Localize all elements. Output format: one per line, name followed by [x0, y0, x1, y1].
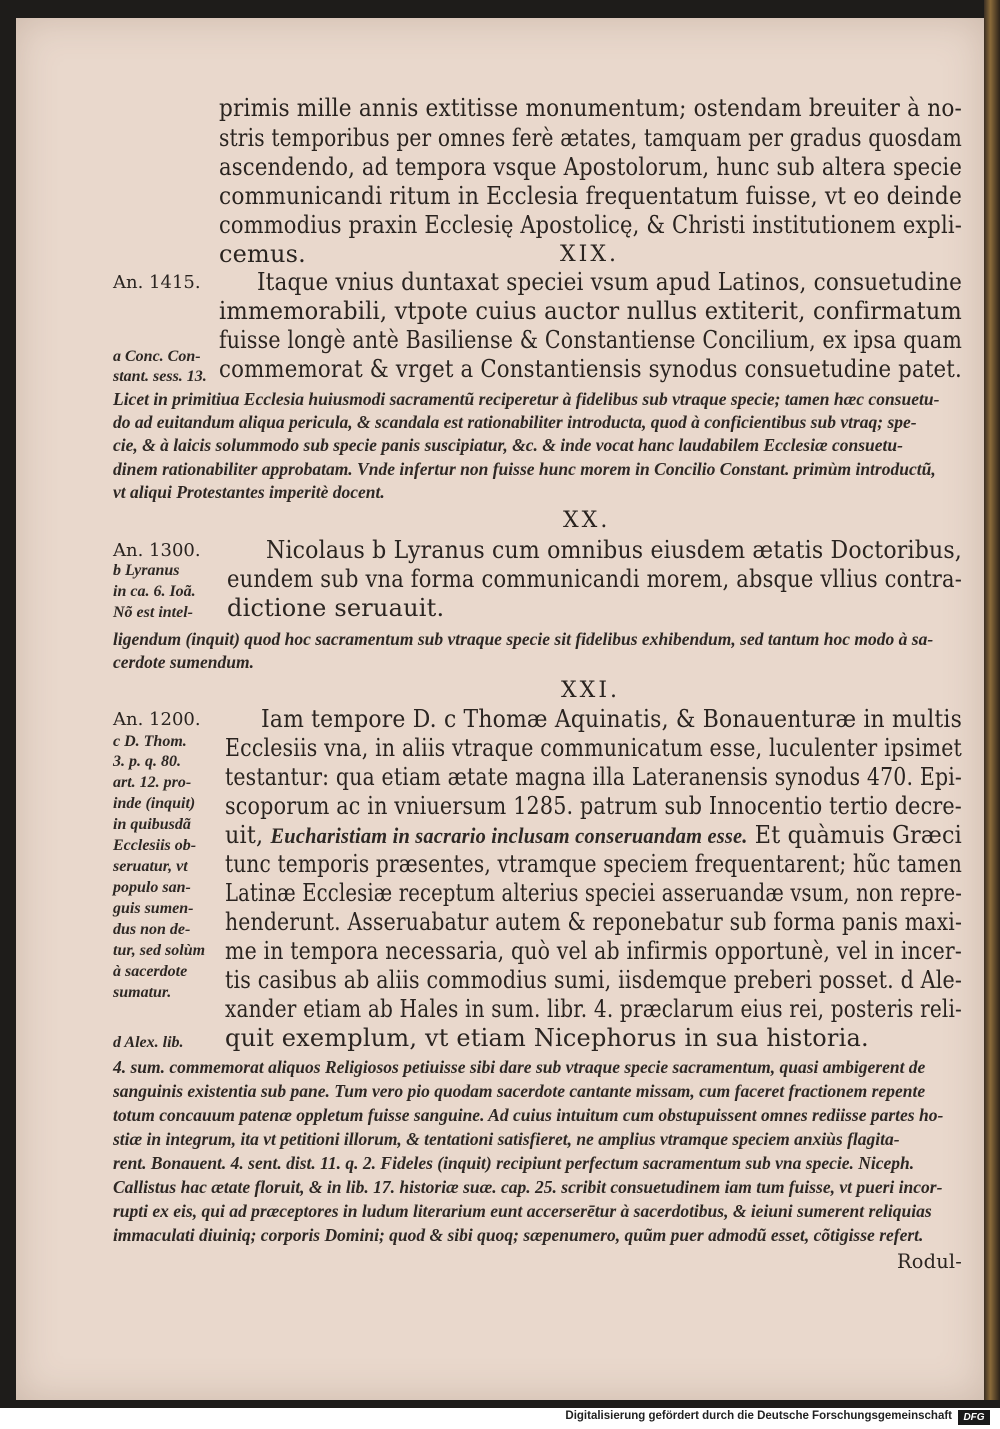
footnote-line: 4. sum. commemorat aliquos Religiosos petiuisse sibi dare sub vtraque specie sacramentum, quasi ambigerent de	[113, 1057, 926, 1077]
text-line: dictione seruauit.	[227, 594, 445, 622]
text-line	[225, 821, 962, 849]
catchword: Rodul-	[897, 1249, 962, 1273]
margin-note: Nõ est intel-	[113, 604, 193, 621]
margin-note: stant. sess. 13.	[113, 368, 207, 385]
quoted-decree: Eucharistiam in sacrario inclusam conseruandam esse.	[270, 823, 748, 848]
section-heading-19: XIX.	[560, 242, 620, 267]
margin-note: a Conc. Con-	[113, 348, 201, 365]
text-line: ascendendo, ad tempora vsque Apostolorum, hunc sub altera specie	[219, 153, 963, 181]
footnote-line: stiæ in integrum, ita vt petitioni illorum, & tentationi satisfieret, ne amplius vtramque speciem anxiùs flagita-	[113, 1129, 900, 1149]
text-line: tis casibus ab aliis commodius sumi, iisdemque preberi posset. d Ale-	[225, 966, 963, 994]
text-line: quit exemplum, vt etiam Nicephorus in sua historia.	[225, 1024, 869, 1052]
margin-note: Ecclesiis ob-	[113, 837, 197, 854]
margin-note: sumatur.	[113, 984, 172, 1001]
margin-year: An. 1300.	[113, 540, 201, 561]
footnote-line: immaculati diuiniq; corporis Domini; quod & sibi quoq; sæpenumero, quũm puer admodũ esset, cõtigisse refert.	[113, 1225, 924, 1245]
footnote-line: totum concauum patenæ oppletum fuisse sanguine. Ad cuius intuitum cum obstupuissent omnes rediisse partes ho-	[113, 1105, 944, 1125]
margin-note: populo san-	[113, 879, 191, 896]
text-line: Iam tempore D. c Thomæ Aquinatis, & Bonauenturæ in multis	[261, 705, 962, 733]
text-line: Nicolaus b Lyranus cum omnibus eiusdem ætatis Doctoribus,	[266, 536, 962, 564]
text-segment: Et quàmuis Græci	[754, 821, 962, 849]
text-line: primis mille annis extitisse monumentum; ostendam breuiter à no-	[219, 94, 963, 122]
section-heading-21: XXI.	[561, 678, 621, 703]
text-line: immemorabili, vtpote cuius auctor nullus extiterit, confirmatum	[219, 297, 963, 325]
footer-credit: Digitalisierung gefördert durch die Deutsche Forschungsgemeinschaft	[565, 1410, 952, 1422]
margin-year: An. 1415.	[113, 272, 201, 293]
footnote-line: vt aliqui Protestantes imperitè docent.	[113, 482, 385, 502]
text-line: tunc temporis præsentes, vtramque speciem frequentarent; hũc tamen	[225, 850, 963, 878]
book-edge	[984, 0, 1000, 1400]
footnote-line: dinem rationabiliter approbatam. Vnde infertur non fuisse hunc morem in Concilio Constant. primùm introductũ,	[113, 459, 936, 479]
margin-note: c D. Thom.	[113, 733, 187, 750]
margin-note: à sacerdote	[113, 963, 188, 980]
text-line: Latinæ Ecclesiæ receptum alterius speciei asseruandæ vsum, non repre-	[225, 879, 963, 907]
text-segment: uit,	[225, 821, 271, 849]
footnote-line: cie, & à laicis solummodo sub specie panis suscipiatur, &c. & inde vocat hanc laudabilem Ecclesiæ consuetu-	[113, 435, 903, 455]
text-line: commemorat & vrget a Constantiensis synodus consuetudine patet.	[219, 355, 962, 383]
margin-note: art. 12. pro-	[113, 774, 192, 791]
margin-note: b Lyranus	[113, 562, 180, 579]
section-heading-20: XX.	[563, 508, 611, 533]
footnote-line: sanguinis existentia sub pane. Tum vero pio quodam sacerdote cantante missam, cum faceret fractionem repente	[113, 1081, 926, 1101]
footnote-line: rent. Bonauent. 4. sent. dist. 11. q. 2. Fideles (inquit) recipiunt perfectum sacramentum sub vna specie. Niceph.	[113, 1153, 915, 1173]
text-line: communicandi ritum in Ecclesia frequentatum fuisse, vt eo deinde	[219, 182, 962, 210]
margin-note: in ca. 6. Ioã.	[113, 583, 196, 600]
margin-note: 3. p. q. 80.	[113, 753, 181, 770]
footnote-line: ligendum (inquit) quod hoc sacramentum sub vtraque specie sit fidelibus exhibendum, sed tantum hoc modo à sa-	[113, 629, 934, 649]
footnote-line: do ad euitandum aliqua pericula, & scandala est rationabiliter introducta, quod à conficientibus sub vtraq; spe-	[113, 412, 917, 432]
text-line: henderunt. Asseruabatur autem & reponebatur sub forma panis maxi-	[225, 908, 963, 936]
text-line: xander etiam ab Hales in sum. libr. 4. præclarum eius rei, posteris reli-	[225, 995, 963, 1023]
text-line: stris temporibus per omnes ferè ætates, tamquam per gradus quosdam	[219, 124, 962, 152]
text-line: fuisse longè antè Basiliense & Constantiense Concilium, ex ipsa quam	[219, 326, 962, 354]
text-line: eundem sub vna forma communicandi morem, absque vllius contra-	[227, 565, 963, 593]
margin-note: guis sumen-	[113, 900, 194, 917]
margin-note: tur, sed solùm	[113, 942, 206, 959]
footer-bar	[0, 1408, 1000, 1429]
text-line: cemus.	[219, 240, 307, 268]
footnote-line: rupti ex eis, qui ad præceptores in ludum literarium eunt accerserētur à sacerdotibus, & ieiuni sumerent reliquias	[113, 1201, 932, 1221]
margin-year: An. 1200.	[113, 709, 201, 730]
text-line: Ecclesiis vna, in aliis vtraque communicatum esse, luculenter ipsimet	[225, 734, 962, 762]
margin-note: dus non de-	[113, 921, 191, 938]
footnote-line: cerdote sumendum.	[113, 652, 254, 672]
footnote-line: Licet in primitiua Ecclesia huiusmodi sacramentũ reciperetur à fidelibus sub vtraque specie; tamen hæc consuetu-	[113, 389, 940, 409]
footnote-line: Callistus hac ætate floruit, & in lib. 17. historiæ suæ. cap. 25. scribit consuetudinem iam tum fuisse, vt pueri incor-	[113, 1177, 943, 1197]
text-line: me in tempora necessaria, quò vel ab infirmis opportunè, vel in incer-	[225, 937, 962, 965]
dfg-logo-icon: DFG	[958, 1410, 990, 1425]
text-line: commodius praxin Ecclesię Apostolicę, & Christi institutionem expli-	[219, 211, 963, 239]
text-line: Itaque vnius duntaxat speciei vsum apud Latinos, consuetudine	[257, 268, 963, 296]
margin-note: inde (inquit)	[113, 795, 196, 812]
text-line: scoporum ac in vniuersum 1285. patrum sub Innocentio tertio decre-	[225, 792, 962, 820]
margin-note: seruatur, vt	[113, 858, 188, 875]
margin-note: d Alex. lib.	[113, 1034, 184, 1051]
text-line: testantur: qua etiam ætate magna illa Lateranensis synodus 470. Epi-	[225, 763, 963, 791]
margin-note: in quibusdã	[113, 816, 191, 833]
